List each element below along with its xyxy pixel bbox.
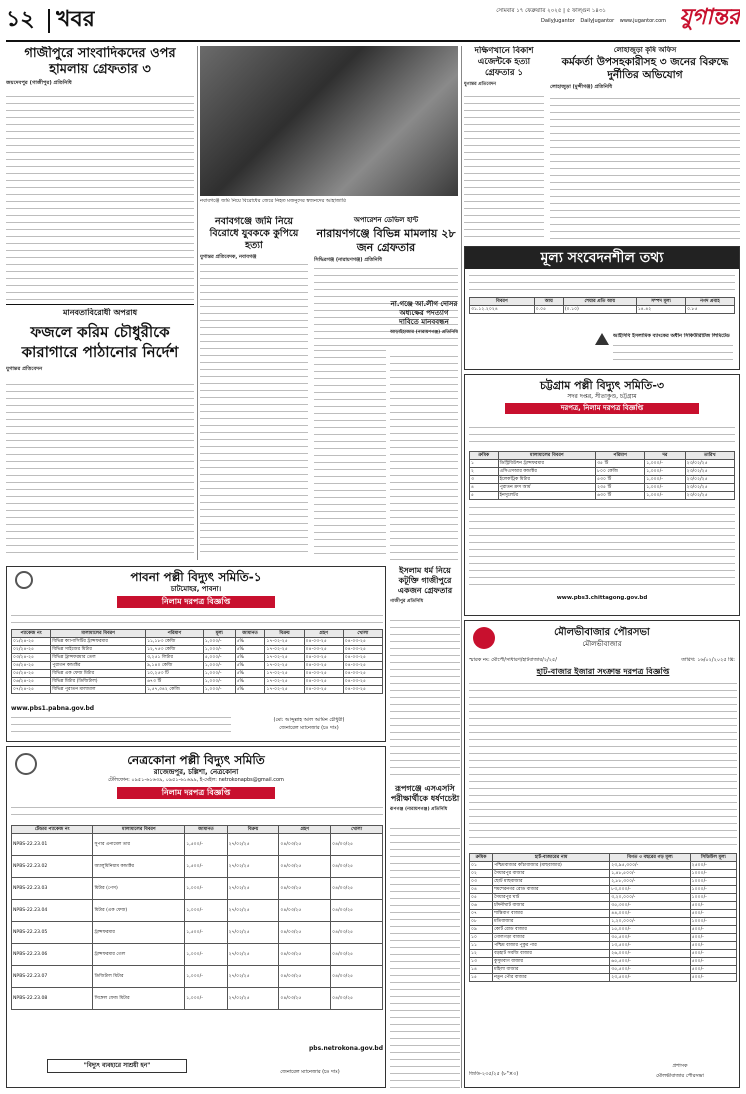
table-row: ০৭/২৪-২৫ বিভিন্ন পুরাতন মালামাল ১,৫৭,৩৪২ কেজি ১,০০০/- ৫% ১৭-০২-২৫ ০৪-০৩-২৫ ০৪-০৩-২৫ <box>12 686 383 694</box>
ad-subtitle: চাটমোহর, পাবনা। <box>170 585 222 593</box>
headline: ইসলাম ধর্ম নিয়ে কটূক্তি গাজীপুরে একজন গ্রেফতার <box>397 566 453 595</box>
ad-title: মূল্য সংবেদনশীল তথ্য <box>465 247 739 269</box>
ad-title: চট্টগ্রাম পল্লী বিদ্যুৎ সমিতি-৩ <box>539 379 665 392</box>
byline: জয়দেবপুর (গাজীপুর) প্রতিনিধি <box>6 80 72 86</box>
table-row: NPBS-22.23.05 ট্রান্সফরমার ১,৫০০/- ২৭/০২/২৫ ০৪/০৩/২৫ ০৪/০৩/২৫ <box>12 922 383 944</box>
ad-title: মৌলভীবাজার পৌরসভা <box>554 627 650 638</box>
ad-website[interactable]: www.pbs1.pabna.gov.bd <box>11 705 95 712</box>
table-row: ৫ ইনসুলেটর ৬৩০ টি ১,০০০/- ২৩/০২/২৫ <box>470 492 735 500</box>
headline: না.গঞ্জে আ.লীগ দোসর অধ্যক্ষের পদত্যাগ দাবিতে মানববন্ধন <box>390 300 458 326</box>
table-row: ১১ পশ্চিম বাজার পুকুর পার ১৩,৫০০/- ৫০০/- <box>470 942 737 950</box>
price-table <box>469 297 735 314</box>
table-row: ০৫ সৈয়ারপুর ঘাট ৩,২০,০০০/- ১০০০/- <box>470 894 737 902</box>
date-line: সোমবার ১৭ ফেব্রুয়ারি ২০২৫ | ৫ ফাল্গুন ১৪৩১ <box>496 8 606 14</box>
col-income: আয় <box>534 298 563 306</box>
company-name: আইসিবি ইসলামিক ব্যাংকের অধীন সিকিউরিটিজ লিমিটেড <box>613 333 730 339</box>
table-row: NPBS-22.23.07 ডিজিটাল মিটার ১,০০০/- ২৭/০২/২৫ ০৪/০৩/২৫ ০৪/০৩/২৫ <box>12 966 383 988</box>
ad-body <box>469 425 735 447</box>
kicker: অপারেশন ডেভিল হান্ট <box>353 216 419 224</box>
ad-title: নেত্রকোনা পল্লী বিদ্যুৎ সমিতি <box>127 753 265 767</box>
table-row: ০৬ চাঁদনীঘাট বাজার ৩৫,৩০০/- ৫০০/- <box>470 902 737 910</box>
ad-pabna-pbs <box>6 566 386 742</box>
headline: নারায়ণগঞ্জে বিভিন্ন মামলায় ২৮ জন গ্রেফতার <box>316 226 456 254</box>
pabna-table <box>11 629 383 694</box>
body-text <box>464 94 544 242</box>
table-row: ১ ডিস্ট্রিবিউশন ট্রান্সফরমার ৩৫ টি ১,০০০/- ২৩/০২/২৫ <box>470 460 735 468</box>
table-header-row: ক্রমিক হাট-বাজারের নাম বিগত ৩ বছরের গড় মূল্য সিডিউল মূল্য <box>470 854 737 862</box>
table-row: ০৫/২৪-২৫ বিভিন্ন এক ফেজ মিটার ১০,২৫৩ টি ১,০০০/- ৫% ১৭-০২-২৫ ০৪-০৩-২৫ ০৪-০৩-২৫ <box>12 670 383 678</box>
signer-name: (মো: আব্দুল্লাহ আল আমিন চৌধুরী) <box>273 717 345 723</box>
pbs-logo-icon <box>15 571 33 589</box>
company-address <box>613 343 733 365</box>
divider-1 <box>6 304 194 305</box>
headline: গাজীপুরে সাংবাদিকদের ওপর হামলায় গ্রেফতার ৩ <box>24 46 176 77</box>
memo-number: স্মারক নং: মৌপৌ/সাধারণ/হাটবাজার/২/২৫/ <box>469 657 557 663</box>
headline: কর্মকর্তা উপসহকারীসহ ৩ জনের বিরুদ্ধে দুর্নীতির অভিযোগ <box>561 55 729 81</box>
page-number: ১২ <box>6 7 35 32</box>
memo-date: তারিখ: ১৬/০২/২০২৫ খ্রি: <box>681 657 735 663</box>
signer-title: মৌলভীবাজার পৌরসভা <box>656 1073 704 1079</box>
masthead <box>6 4 740 40</box>
body-text <box>6 94 194 300</box>
byline: আড়াইহাজার (নারায়ণগঞ্জ) প্রতিনিধি <box>390 330 458 335</box>
signer-title: জেনারেল ম্যানেজার (চঃ দাঃ) <box>279 725 339 731</box>
brand-logo: যুগান্তর <box>679 5 740 30</box>
table-header-row <box>470 298 735 306</box>
table-row: ০১ পশ্চিমবাজার কাঁচাবাজার (মাছবাজার) ২৩,৯৫,৩০০/- ২৫০০/- <box>470 862 737 870</box>
ad-body <box>469 273 735 295</box>
twitter-link[interactable]: DailyJugantor <box>580 18 615 24</box>
pbs-logo-icon <box>15 753 37 775</box>
table-row: ০২/২৪-২৫ বিভিন্ন সাইজের মিটার ১২,৭৫৩ কেজি ১,০০০/- ৫% ১৭-০২-২৫ ০৪-০৩-২৫ ০৪-০৩-২৫ <box>12 646 383 654</box>
table-header-row: ক্রমিক মালামালের বিবরণ পরিমাণ দর তারিখ <box>470 452 735 460</box>
ad-body <box>11 613 383 627</box>
story-nawabganj-murder <box>200 216 308 560</box>
table-row: ০৪ শমশেরনগর রোড বাজার ৮৩,০০০/- ১০০০/- <box>470 886 737 894</box>
table-row: NPBS-22.23.06 ট্রান্সফরমার তেল ১,০০০/- ২৭/০২/২৫ ০৪/০৩/২৫ ০৪/০৩/২৫ <box>12 944 383 966</box>
table-row: ০৯ কোর্ট রোড বাজার ১৫,০০০/- ৫০০/- <box>470 926 737 934</box>
byline: যুগান্তর প্রতিবেদন <box>464 82 497 87</box>
chattogram-table <box>469 451 735 500</box>
headline: দক্ষিণখানে বিকাশ এজেন্টকে হত্যা গ্রেফতার ১ <box>474 46 534 78</box>
table-row: NPBS-22.23.02 অ্যালুমিনিয়াম কন্ডাক্টর ১,৫০০/- ২৭/০২/২৫ ০৪/০৩/২৫ ০৪/০৩/২৫ <box>12 856 383 878</box>
header-rule <box>6 40 740 42</box>
table-row: ০৮ মতিবাজার ১,২০,০০০/- ১০০০/- <box>470 918 737 926</box>
ad-contact: টেলিফোন: ০৯৫১-৬১৬৩৯, ০৯৫১-৬১৬৯৯, ই-মেইল: netrokonapbs@gmail.com <box>108 776 284 783</box>
table-row: NPBS-22.23.04 মিটার (এক ফেজ) ১,০০০/- ২৭/০২/২৫ ০৪/০৩/২৫ ০৪/০৩/২৫ <box>12 900 383 922</box>
column-rule <box>461 46 462 1088</box>
table-row: ১২ বড়হাট সবজি বাজার ২৬,০০০/- ৫০০/- <box>470 950 737 958</box>
ad-subtitle: সদর দপ্তর, সীতাকুণ্ড, চট্টগ্রাম <box>567 392 637 400</box>
table-row: ০১/২৪-২৫ বিভিন্ন ক্যাপাসিটির ট্রান্সফরমার ১১,১৮৩ কেজি ১,০০০/- ৫% ১৭-০২-২৫ ০৪-০৩-২৫ ০৪-০৩-২৫ <box>12 638 383 646</box>
notice-title: হাট-বাজার ইজারা সংক্রান্ত দরপত্র বিজ্ঞপ্তি <box>536 667 670 676</box>
signer-title: জেনারেল ম্যানেজার (চঃ দাঃ) <box>280 1069 340 1075</box>
headline: নবাবগঞ্জে জমি নিয়ে বিরোধে যুবককে কুপিয়ে হত্যা <box>209 216 299 251</box>
byline: লোহাজুড়া (মুন্সীগঞ্জ) প্রতিনিধি <box>550 83 613 90</box>
body-text <box>550 96 740 242</box>
slogan-box: "বিদ্যুৎ ব্যবহারে সাশ্রয়ী হন" <box>47 1059 187 1073</box>
table-header-row: প্যাকেজ নং মালামালের বিবরণ পরিমাণ মূল্য জামানত বিক্রয় গ্রহণ খোলা <box>12 630 383 638</box>
table-row: ১৪ মহিলা বাজার ৩৫,৫০০/- ৫০০/- <box>470 966 737 974</box>
table-row: NPBS-22.23.01 সুপার এনামেল তার ১,৫০০/- ২৭/০২/২৫ ০৪/০৩/২৫ ০৪/০৩/২৫ <box>12 834 383 856</box>
story-principal-resign <box>390 300 458 560</box>
table-row: ১৫ নতুন পৌর বাজার ২৩,৫০০/- ৫০০/- <box>470 974 737 982</box>
table-row: ০৬/২৪-২৫ বিভিন্ন মিটার (ডিজিটাল) ৬৭৩ টি ১,০০০/- ৫% ১৭-০২-২৫ ০৪-০৩-২৫ ০৪-০৩-২৫ <box>12 678 383 686</box>
table-row: ০৭ শান্তিবাগ বাজার ৪৪,০০০/- ৫০০/- <box>470 910 737 918</box>
table-row: NPBS-22.23.08 সিঙ্গেল ফেজ মিটার ১,০০০/- ২৭/০২/২৫ ০৪/০৩/২৫ ০৪/০৩/২৫ <box>12 988 383 1010</box>
kicker: লোহাজুড়া কৃষি অফিস <box>613 46 677 54</box>
story-rupganj-attempt <box>390 784 460 1088</box>
column-rule <box>197 46 198 560</box>
byline: যুগান্তর প্রতিবেদক, নবাবগঞ্জ <box>200 254 257 260</box>
col-desc: বিবরণ <box>470 298 535 306</box>
ad-price-sensitive <box>464 246 740 370</box>
headline: ফজলে করিম চৌধুরীকে কারাগারে পাঠানোর নির্দেশ <box>21 323 179 361</box>
col-cash: নগদ প্রবাহ <box>686 298 735 306</box>
story-bkash-murder <box>464 46 544 242</box>
section-name: খবর <box>56 7 95 32</box>
byline: সিদ্ধিরগঞ্জ (নারায়ণগঞ্জ) প্রতিনিধি <box>314 256 382 263</box>
signer-name: প্রশাসক <box>672 1063 688 1069</box>
body-text <box>390 618 460 780</box>
notice-bar: নিলাম দরপত্র বিজ্ঞপ্তি <box>117 596 275 608</box>
table-row: ১৩ কুসুমবাগ বাজার ৬৫,৫০০/- ৫০০/- <box>470 958 737 966</box>
ad-website[interactable]: pbs.netrokona.gov.bd <box>309 1045 383 1052</box>
table-header-row: টেন্ডার প্যাকেজ নং মালামালের বিবরণ জামানত বিক্রয় গ্রহণ খোলা <box>12 826 383 834</box>
story-narayanganj-body-2 <box>314 348 386 560</box>
notice-bar: নিলাম দরপত্র বিজ্ঞপ্তি <box>117 787 275 799</box>
story-gazipur-attack <box>6 46 194 302</box>
body-text <box>390 354 458 560</box>
story-lohajang-corruption <box>550 46 740 242</box>
masthead-divider <box>48 9 50 33</box>
body-text <box>200 262 308 558</box>
col-eps: শেয়ার প্রতি আয় <box>563 298 636 306</box>
body-text <box>390 826 460 1088</box>
col-nav: সম্পদ মূল্য <box>636 298 685 306</box>
byline: রূপগঞ্জ (নারায়ণগঞ্জ) প্রতিনিধি <box>390 807 448 812</box>
ad-code: জিডি-২৩৫/২৫ (৮"×৩) <box>469 1071 519 1077</box>
story-fazle-karim <box>6 308 194 560</box>
photo-caption: নবাবগঞ্জে জমি নিয়ে বিরোধের জেরে নিহত মজনুদের স্বজনদের আহাজারি <box>200 198 346 204</box>
ad-chattogram-pbs <box>464 374 740 616</box>
byline: গাজীপুর প্রতিনিধি <box>390 599 424 604</box>
notice-bar: দরপত্র, নিলাম দরপত্র বিজ্ঞপ্তি <box>505 403 699 414</box>
table-row: ১০ গোলগড়া বাজার ৩৫,৫০০/- ৫০০/- <box>470 934 737 942</box>
ad-website[interactable]: www.pbs3.chittagong.gov.bd <box>556 595 648 601</box>
byline: যুগান্তর প্রতিবেদন <box>6 366 43 372</box>
table-row: ০৪/২৪-২৫ পুরাতন কন্ডাক্টর ৯,১৪০ কেজি ১,০০০/- ৫% ১৭-০২-২৫ ০৪-০৩-২৫ ০৪-০৩-২৫ <box>12 662 383 670</box>
govt-seal-icon <box>473 627 495 649</box>
table-row: ০৩/২৪-২৫ বিভিন্ন ট্রান্সফরমার তেল ৩,২৫১ লিটার ৫,০০০/- ৫% ১৭-০২-২৫ ০৪-০৩-২৫ ০৪-০৩-২৫ <box>12 654 383 662</box>
ad-moulvibazar-pourashava <box>464 620 740 1088</box>
ad-terms <box>469 505 735 589</box>
table-row: ০৩ ছোট মাছবাজার ২,৮৮,৩০০/- ১০০০/- <box>470 878 737 886</box>
ad-subtitle: রাজেন্দ্রপুর, চল্লিশা, নেত্রকোনা <box>153 768 239 776</box>
table-row: NPBS-22.23.03 মিটার (পেস) ১,০০০/- ২৭/০২/২৫ ০৪/০৩/২৫ ০৪/০৩/২৫ <box>12 878 383 900</box>
ad-footer-note <box>11 715 231 737</box>
table-row: ৩১.১২.২০২৪ ০.০৫ (০.১০) ১৪.৪২ ০.৮৫ <box>470 306 735 314</box>
ad-body <box>11 805 383 821</box>
netrokona-table <box>11 825 383 1010</box>
kicker: মানবতাবিরোধী অপরাধ <box>62 308 138 317</box>
table-row: ৪ পুরাতন ক্রস আর্ম ২৩৫ টি ১,০০০/- ২৩/০২/২৫ <box>470 484 735 492</box>
website-link[interactable]: www.jugantor.com <box>619 18 666 24</box>
table-row: ০২ সৈয়ারপুর বাজার ১,৪৮,৫০০/- ১০০০/- <box>470 870 737 878</box>
photo-mourners <box>200 46 458 196</box>
ad-title: পাবনা পল্লী বিদ্যুৎ সমিতি-১ <box>130 570 262 584</box>
company-logo-icon <box>595 333 609 345</box>
table-row: ৩ ইলেকট্রিক মিটার ৫৩০ টি ১,০০০/- ২৩/০২/২৫ <box>470 476 735 484</box>
moulvibazar-table <box>469 853 737 982</box>
facebook-link[interactable]: DailyJugantor <box>541 18 575 24</box>
ad-body <box>469 681 737 851</box>
ad-subtitle: মৌলভীবাজার <box>582 639 622 648</box>
body-text <box>6 382 194 558</box>
headline: রূপগঞ্জে এসএসসি পরীক্ষার্থীকে ধর্ষণচেষ্টা <box>390 784 460 803</box>
table-row: ২ এসিএসআর কন্ডাক্টর ৮০০ কেজি ১,০০০/- ২৩/০২/২৫ <box>470 468 735 476</box>
story-islam-gazipur-arrest-col <box>390 566 460 780</box>
ad-netrokona-pbs <box>6 746 386 1088</box>
